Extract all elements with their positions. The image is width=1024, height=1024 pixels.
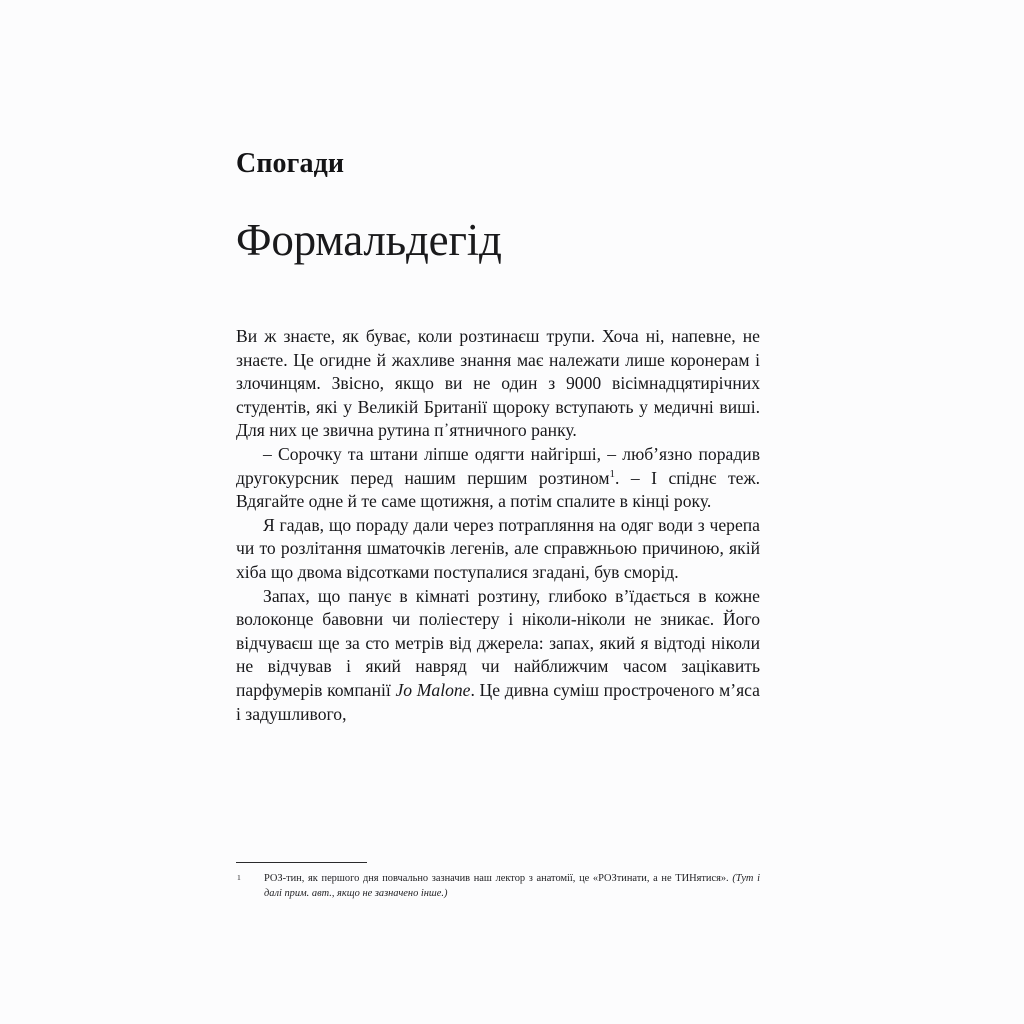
footnote [236,872,760,901]
italic-run: Jo Malone [395,679,471,700]
paragraph: Ви ж знаєте, як буває, коли розтинаєш трупи. Хоча ні, напевне, не знаєте. Це огидне й жахливе знання має належати лише коронерам і злочинцям. Звісно, якщо ви не один з 9000 вісімнадцятирічних студентів, які у Великій Британії щороку вступають у медичні виші. Для них це звична рутина п᾽ятничного ранку. [236,326,760,441]
footnote-text: РОЗ-тин, як першого дня повчально зазначив наш лектор з анатомії, це «РОЗтинати, а не ТИНятися». (Тут і далі прим. авт., якщо не зазначено інше.) [264,873,760,899]
section-label: Спогади [236,148,345,179]
paragraph: Запах, що панує в кімнаті розтину, глибоко в’їдається в кожне волоконце бавовни чи поліестеру і ніколи-ніколи не зникає. Його відчуваєш ще за сто метрів від джерела: запах, який я відтоді ніколи не відчував і який навряд чи найближчим часом зацікавить парфумерів компанії Jo Malone. Це дивна суміш простроченого м’яса і задушливого, [236,585,760,724]
paragraph: – Сорочку та штани ліпше одягти найгірші, – люб’язно порадив другокурсник перед нашим першим розтином$^1$. – І спіднє теж. Вдягайте одне й те саме щотижня, а потім спалите в кінці року. [236,443,760,512]
body-text [236,263,760,726]
footnote-reference: 1 [609,467,615,480]
footnote-area [236,862,760,901]
paragraph: Я гадав, що пораду дали через потрапляння на одяг води з черепа чи то розлітання шматочків легенів, але справжньою причиною, якій хіба що двома відсотками поступалися згадані, був сморід. [236,514,760,582]
chapter-title: Формальдегід [236,215,502,265]
footnote-separator-rule [236,862,367,863]
text-column [236,0,760,726]
italic-run: (Тут і далі прим. авт., якщо не зазначено інше.) [264,873,760,899]
footnote-marker: 1 [237,873,241,883]
